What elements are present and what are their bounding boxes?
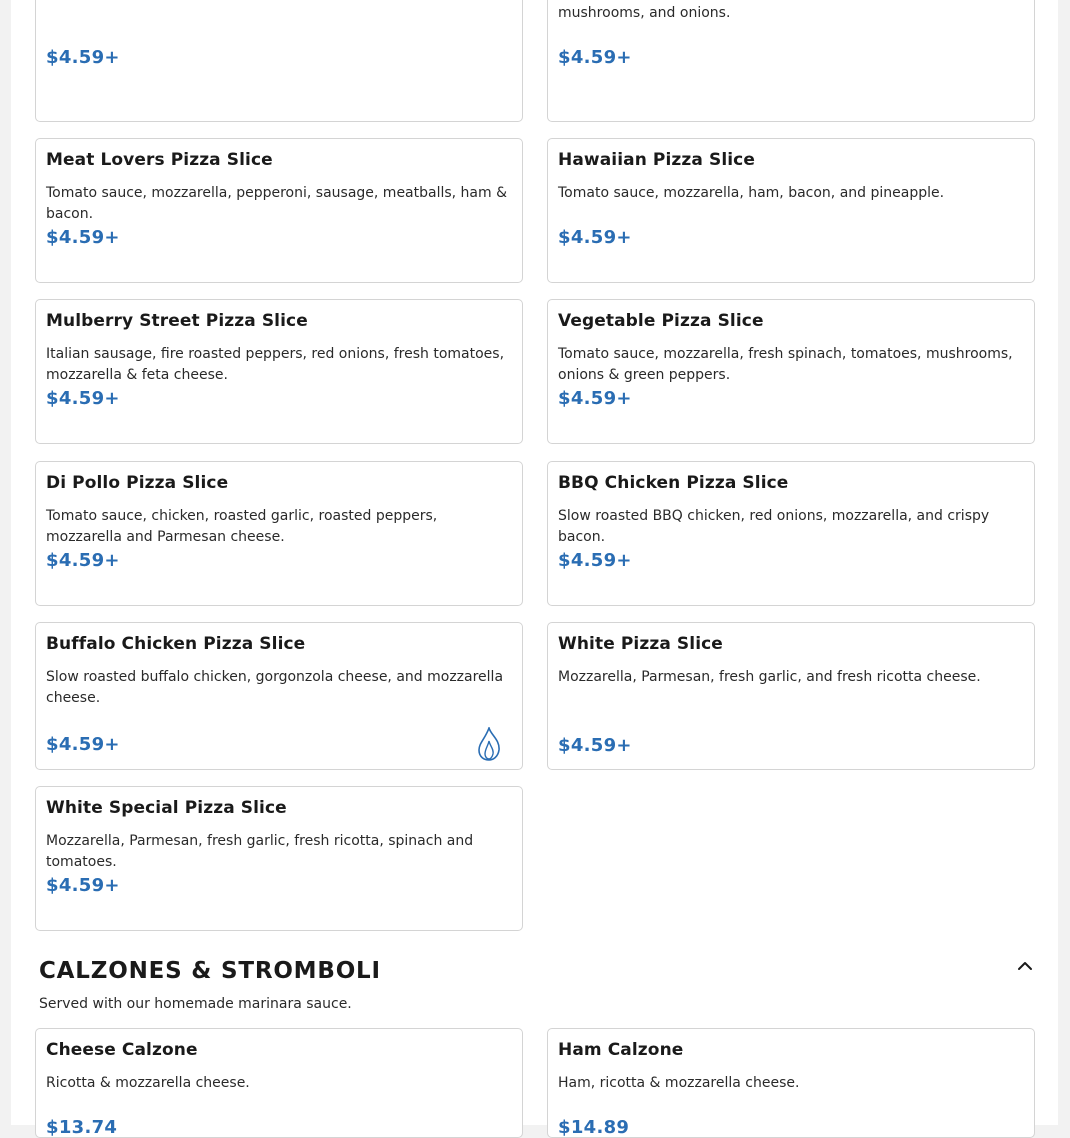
item-name: Ham Calzone — [558, 1040, 684, 1060]
menu-item-card[interactable] — [35, 622, 523, 770]
item-description: mushrooms, and onions. — [558, 5, 731, 21]
item-name: White Special Pizza Slice — [46, 798, 287, 818]
menu-item-card[interactable] — [547, 138, 1035, 283]
item-name: Mulberry Street Pizza Slice — [46, 311, 308, 331]
item-description: Slow roasted buffalo chicken, gorgonzola cheese, and mozzarella cheese. — [46, 669, 504, 706]
item-price: $4.59+ — [46, 227, 120, 248]
chevron-up-icon[interactable] — [1014, 955, 1036, 977]
menu-item-card[interactable] — [35, 138, 523, 283]
menu-item-card[interactable] — [547, 1028, 1035, 1138]
menu-item-card[interactable] — [547, 0, 1035, 122]
menu-item-card[interactable] — [35, 786, 523, 931]
menu-item-card[interactable] — [547, 299, 1035, 444]
menu-item-card[interactable] — [35, 461, 523, 606]
item-description: Ham, ricotta & mozzarella cheese. — [558, 1075, 800, 1091]
item-description: Mozzarella, Parmesan, fresh garlic, fresh ricotta, spinach and tomatoes. — [46, 833, 474, 870]
item-description: Ricotta & mozzarella cheese. — [46, 1075, 250, 1091]
item-price: $4.59+ — [558, 47, 632, 68]
item-description: Tomato sauce, mozzarella, ham, bacon, and pineapple. — [558, 185, 945, 201]
menu-item-card[interactable] — [35, 299, 523, 444]
item-description: Tomato sauce, mozzarella, fresh spinach, tomatoes, mushrooms, onions & green peppers. — [558, 346, 1013, 383]
item-price: $4.59+ — [558, 388, 632, 409]
item-price: $13.74 — [46, 1117, 118, 1138]
menu-item-card[interactable] — [35, 1028, 523, 1138]
item-price: $4.59+ — [46, 734, 120, 755]
item-description: Mozzarella, Parmesan, fresh garlic, and fresh ricotta cheese. — [558, 669, 981, 685]
item-name: Vegetable Pizza Slice — [558, 311, 764, 331]
item-price: $4.59+ — [558, 227, 632, 248]
item-description: Italian sausage, fire roasted peppers, red onions, fresh tomatoes, mozzarella & feta cheese. — [46, 346, 505, 383]
item-name: Buffalo Chicken Pizza Slice — [46, 634, 306, 654]
spicy-flame-icon — [476, 727, 502, 761]
item-price: $4.59+ — [558, 550, 632, 571]
item-name: Cheese Calzone — [46, 1040, 198, 1060]
item-name: Hawaiian Pizza Slice — [558, 150, 755, 170]
menu-item-card[interactable] — [35, 0, 523, 122]
item-price: $4.59+ — [46, 550, 120, 571]
item-description — [46, 0, 512, 3]
item-price: $4.59+ — [46, 47, 120, 68]
item-price: $4.59+ — [46, 388, 120, 409]
menu-item-card[interactable] — [547, 622, 1035, 770]
section-subtitle: Served with our homemade marinara sauce. — [39, 996, 352, 1012]
item-name: Meat Lovers Pizza Slice — [46, 150, 273, 170]
item-price: $4.59+ — [46, 875, 120, 896]
item-description: Tomato sauce, mozzarella, pepperoni, sausage, meatballs, ham & bacon. — [46, 185, 508, 222]
menu-item-card[interactable] — [547, 461, 1035, 606]
item-price: $4.59+ — [558, 735, 632, 756]
item-name: BBQ Chicken Pizza Slice — [558, 473, 789, 493]
item-price: $14.89 — [558, 1117, 630, 1138]
item-name: White Pizza Slice — [558, 634, 723, 654]
item-name: Di Pollo Pizza Slice — [46, 473, 229, 493]
item-description: Slow roasted BBQ chicken, red onions, mozzarella, and crispy bacon. — [558, 508, 990, 545]
item-description: Tomato sauce, chicken, roasted garlic, roasted peppers, mozzarella and Parmesan cheese. — [46, 508, 438, 545]
section-title: CALZONES & STROMBOLI — [39, 958, 381, 984]
